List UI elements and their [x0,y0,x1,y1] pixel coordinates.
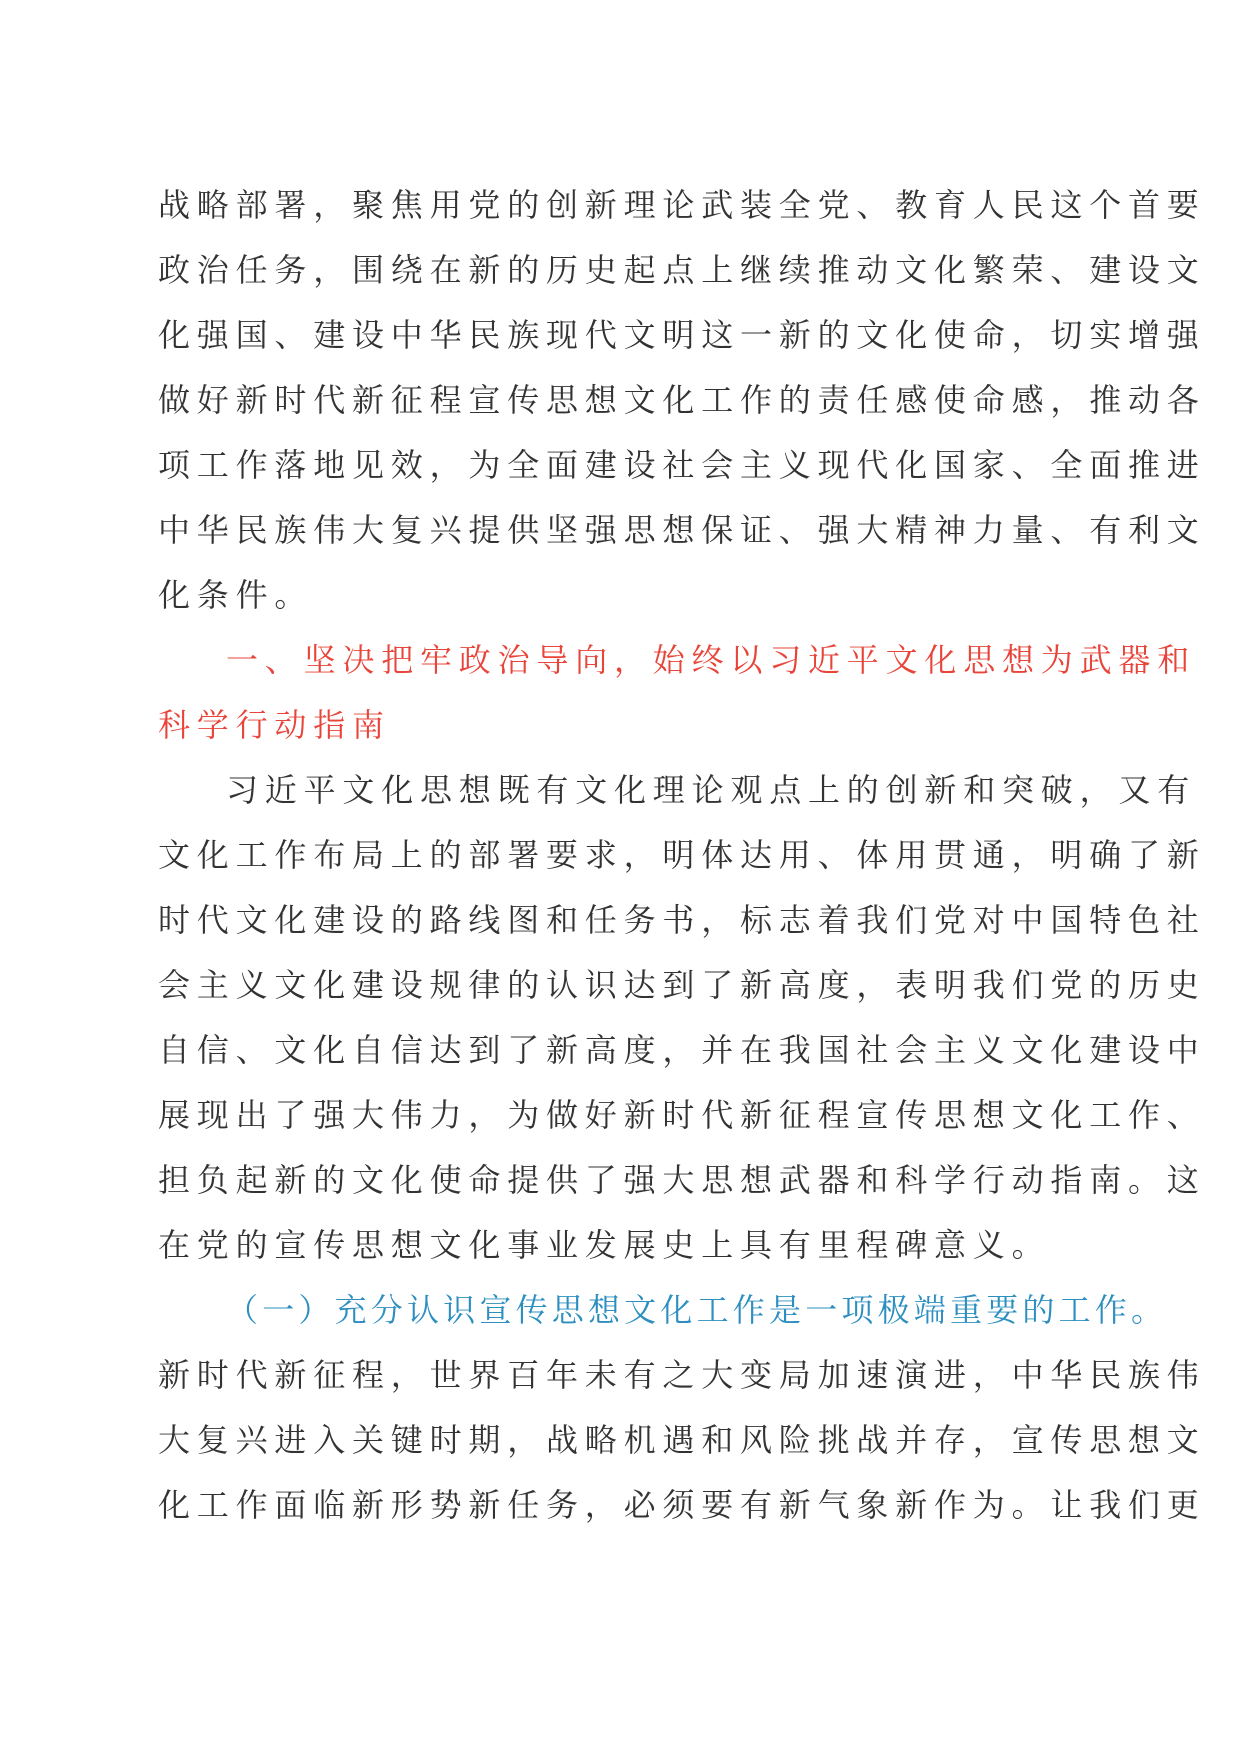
text-line: 在党的宣传思想文化事业发展史上具有里程碑意义。 [158,1226,1051,1264]
text-line: 项工作落地见效，为全面建设社会主义现代化国家、全面推进 [158,446,1206,484]
paragraph-continuation [158,186,1206,643]
subsection-heading [158,1291,1168,1358]
text-line: 会主义文化建设规律的认识达到了新高度，表明我们党的历史 [158,966,1206,1004]
text-line: 化工作面临新形势新任务，必须要有新气象新作为。让我们更 [158,1486,1206,1524]
text-line: 习近平文化思想既有文化理论观点上的创新和突破，又有 [226,771,1197,809]
text-line: 担负起新的文化使命提供了强大思想武器和科学行动指南。这 [158,1161,1206,1199]
subheading-line: （一）充分认识宣传思想文化工作是一项极端重要的工作。 [226,1291,1168,1329]
document-body [158,186,1206,1553]
heading-line: 科学行动指南 [158,706,391,744]
text-line: 自信、文化自信达到了新高度，并在我国社会主义文化建设中 [158,1031,1206,1069]
paragraph [158,1356,1206,1553]
text-line: 文化工作布局上的部署要求，明体达用、体用贯通，明确了新 [158,836,1206,874]
paragraph [158,771,1206,1293]
text-line: 战略部署，聚焦用党的创新理论武装全党、教育人民这个首要 [158,186,1206,224]
text-line: 中华民族伟大复兴提供坚强思想保证、强大精神力量、有利文 [158,511,1206,549]
text-line: 时代文化建设的路线图和任务书，标志着我们党对中国特色社 [158,901,1206,939]
text-line: 新时代新征程，世界百年未有之大变局加速演进，中华民族伟 [158,1356,1206,1394]
heading-line: 一、坚决把牢政治导向，始终以习近平文化思想为武器和 [226,641,1197,679]
text-line: 化条件。 [158,576,314,614]
text-line: 化强国、建设中华民族现代文明这一新的文化使命，切实增强 [158,316,1206,354]
text-line: 大复兴进入关键时期，战略机遇和风险挑战并存，宣传思想文 [158,1421,1206,1459]
text-line: 政治任务，围绕在新的历史起点上继续推动文化繁荣、建设文 [158,251,1206,289]
text-line: 展现出了强大伟力，为做好新时代新征程宣传思想文化工作、 [158,1096,1206,1134]
section-heading [158,641,1197,773]
text-line: 做好新时代新征程宣传思想文化工作的责任感使命感，推动各 [158,381,1206,419]
